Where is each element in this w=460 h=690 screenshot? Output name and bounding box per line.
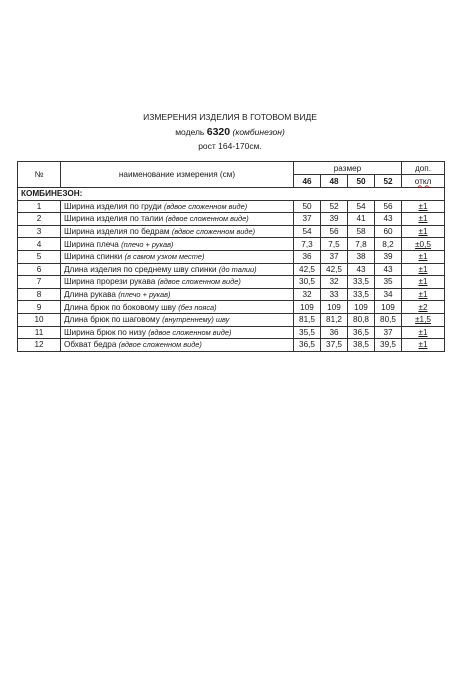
section-title: КОМБИНЕЗОН: xyxy=(18,188,445,201)
size-value: 43 xyxy=(375,213,402,226)
model-line xyxy=(0,127,460,138)
size-value: 52 xyxy=(321,200,348,213)
tolerance-value: ±1 xyxy=(402,288,445,301)
measurement-name-cell xyxy=(61,263,294,276)
size-value: 37 xyxy=(321,250,348,263)
size-value: 39,5 xyxy=(375,339,402,352)
size-value: 7,5 xyxy=(321,238,348,251)
measurement-hint: (вдвое сложенном виде) xyxy=(163,201,248,211)
row-number: 4 xyxy=(18,238,61,251)
size-value: 39 xyxy=(321,213,348,226)
tolerance-value: ±1 xyxy=(402,339,445,352)
size-value: 37,5 xyxy=(321,339,348,352)
size-value: 33,5 xyxy=(348,288,375,301)
size-value: 33,5 xyxy=(348,276,375,289)
row-number: 6 xyxy=(18,263,61,276)
tolerance-value: ±1 xyxy=(402,263,445,276)
table-row xyxy=(18,313,445,326)
table-row xyxy=(18,326,445,339)
row-number: 8 xyxy=(18,288,61,301)
measurement-name-cell xyxy=(61,200,294,213)
size-value: 37 xyxy=(294,213,321,226)
measurement-hint: (в самом узком месте) xyxy=(124,252,205,262)
table-row xyxy=(18,339,445,352)
measurement-name-cell xyxy=(61,301,294,314)
size-value: 58 xyxy=(348,225,375,238)
size-value: 60 xyxy=(375,225,402,238)
size-value: 43 xyxy=(348,263,375,276)
row-number: 11 xyxy=(18,326,61,339)
measurement-name: Длина изделия по среднему шву спинки xyxy=(64,264,217,274)
measurement-hint: (вдвое сложенном виде) xyxy=(157,277,241,287)
row-number: 1 xyxy=(18,200,61,213)
measurement-name: Ширина изделия по талии xyxy=(64,214,164,224)
size-value: 42,5 xyxy=(321,263,348,276)
size-header: 52 xyxy=(375,175,402,188)
section-row xyxy=(18,188,445,201)
measurement-hint: (внутреннему) шву xyxy=(162,315,230,325)
measurement-name: Длина брюк по боковому шву xyxy=(64,302,176,312)
row-number: 12 xyxy=(18,339,61,352)
measurement-name-cell xyxy=(61,225,294,238)
measurement-hint: (до талии) xyxy=(218,264,257,274)
size-value: 35,5 xyxy=(294,326,321,339)
height-range: рост 164-170см. xyxy=(198,141,262,151)
measurement-hint: (вдвое сложенном виде) xyxy=(165,214,249,224)
measurement-name-cell xyxy=(61,250,294,263)
size-value: 54 xyxy=(294,225,321,238)
measurement-name: Ширина плеча xyxy=(64,239,119,249)
measurement-name-cell xyxy=(61,213,294,226)
table-row xyxy=(18,250,445,263)
table-row xyxy=(18,263,445,276)
measurement-name-cell xyxy=(61,288,294,301)
size-value: 36,5 xyxy=(348,326,375,339)
measurement-hint: (без пояса) xyxy=(178,302,217,312)
measurement-name: Длина брюк по шаговому xyxy=(64,315,160,325)
tolerance-value: ±1 xyxy=(402,250,445,263)
model-number: 6320 xyxy=(206,126,231,138)
measurement-name-cell xyxy=(61,276,294,289)
table-row xyxy=(18,200,445,213)
size-value: 37 xyxy=(375,326,402,339)
tolerance-value: ±1 xyxy=(402,225,445,238)
tolerance-value: ±1,5 xyxy=(402,313,445,326)
size-value: 7,3 xyxy=(294,238,321,251)
size-value: 36 xyxy=(321,326,348,339)
table-header-row-1 xyxy=(18,162,445,175)
measurement-hint: (плечо + рукав) xyxy=(118,290,171,300)
tolerance-value: ±0,5 xyxy=(402,238,445,251)
size-value: 43 xyxy=(375,263,402,276)
table-row xyxy=(18,225,445,238)
col-tolerance-header-1: доп. xyxy=(402,162,445,175)
measurements-table xyxy=(17,161,445,352)
measurement-name-cell xyxy=(61,339,294,352)
size-value: 109 xyxy=(321,301,348,314)
measurement-hint: (плечо + рукав) xyxy=(121,239,174,249)
table-row xyxy=(18,276,445,289)
measurement-hint: (вдвое сложенном виде) xyxy=(148,327,232,337)
measurement-name: Ширина изделия по груди xyxy=(64,201,162,211)
row-number: 7 xyxy=(18,276,61,289)
measurement-name: Ширина изделия по бедрам xyxy=(64,227,170,237)
size-value: 41 xyxy=(348,213,375,226)
size-value: 80,5 xyxy=(375,313,402,326)
col-name-header: наименование измерения (см) xyxy=(61,162,294,188)
tolerance-value: ±1 xyxy=(402,213,445,226)
size-value: 8,2 xyxy=(375,238,402,251)
size-value: 56 xyxy=(321,225,348,238)
col-size-header: размер xyxy=(294,162,402,175)
measurement-name-cell xyxy=(61,313,294,326)
size-value: 109 xyxy=(348,301,375,314)
table-row xyxy=(18,213,445,226)
size-value: 7,8 xyxy=(348,238,375,251)
row-number: 5 xyxy=(18,250,61,263)
size-value: 81,5 xyxy=(294,313,321,326)
size-value: 42,5 xyxy=(294,263,321,276)
size-value: 35 xyxy=(375,276,402,289)
size-value: 38,5 xyxy=(348,339,375,352)
tolerance-value: ±1 xyxy=(402,276,445,289)
size-value: 34 xyxy=(375,288,402,301)
size-header: 48 xyxy=(321,175,348,188)
size-value: 32 xyxy=(321,276,348,289)
tolerance-value: ±2 xyxy=(402,301,445,314)
size-value: 54 xyxy=(348,200,375,213)
size-header: 50 xyxy=(348,175,375,188)
measurement-name: Ширина прорези рукава xyxy=(64,277,156,287)
measurement-name: Ширина спинки xyxy=(64,252,123,262)
measurement-name-cell xyxy=(61,238,294,251)
measurement-name-cell xyxy=(61,326,294,339)
measurement-hint: (вдвое сложенном виде) xyxy=(118,340,202,350)
tolerance-value: ±1 xyxy=(402,200,445,213)
size-value: 36,5 xyxy=(294,339,321,352)
measurement-name: Длина рукава xyxy=(64,290,116,300)
size-value: 39 xyxy=(375,250,402,263)
model-prefix: модель xyxy=(175,127,205,137)
size-value: 109 xyxy=(375,301,402,314)
size-value: 33 xyxy=(321,288,348,301)
size-value: 109 xyxy=(294,301,321,314)
size-value: 32 xyxy=(294,288,321,301)
size-header: 46 xyxy=(294,175,321,188)
model-note: (комбинезон) xyxy=(232,127,285,137)
table-row xyxy=(18,238,445,251)
col-number-header: № xyxy=(18,162,61,188)
size-value: 50 xyxy=(294,200,321,213)
col-tolerance-header-2: откл xyxy=(402,175,445,188)
size-value: 81,2 xyxy=(321,313,348,326)
size-value: 38 xyxy=(348,250,375,263)
tolerance-value: ±1 xyxy=(402,326,445,339)
row-number: 3 xyxy=(18,225,61,238)
row-number: 2 xyxy=(18,213,61,226)
size-value: 80,8 xyxy=(348,313,375,326)
document-title: ИЗМЕРЕНИЯ ИЗДЕЛИЯ В ГОТОВОМ ВИДЕ xyxy=(143,112,317,122)
row-number: 10 xyxy=(18,313,61,326)
measurement-hint: (вдвое сложенном виде) xyxy=(171,227,256,237)
measurement-name: Ширина брюк по низу xyxy=(64,327,146,337)
table-row xyxy=(18,288,445,301)
size-value: 30,5 xyxy=(294,276,321,289)
measurement-name: Обхват бедра xyxy=(64,340,117,350)
table-row xyxy=(18,301,445,314)
row-number: 9 xyxy=(18,301,61,314)
size-value: 36 xyxy=(294,250,321,263)
size-value: 56 xyxy=(375,200,402,213)
